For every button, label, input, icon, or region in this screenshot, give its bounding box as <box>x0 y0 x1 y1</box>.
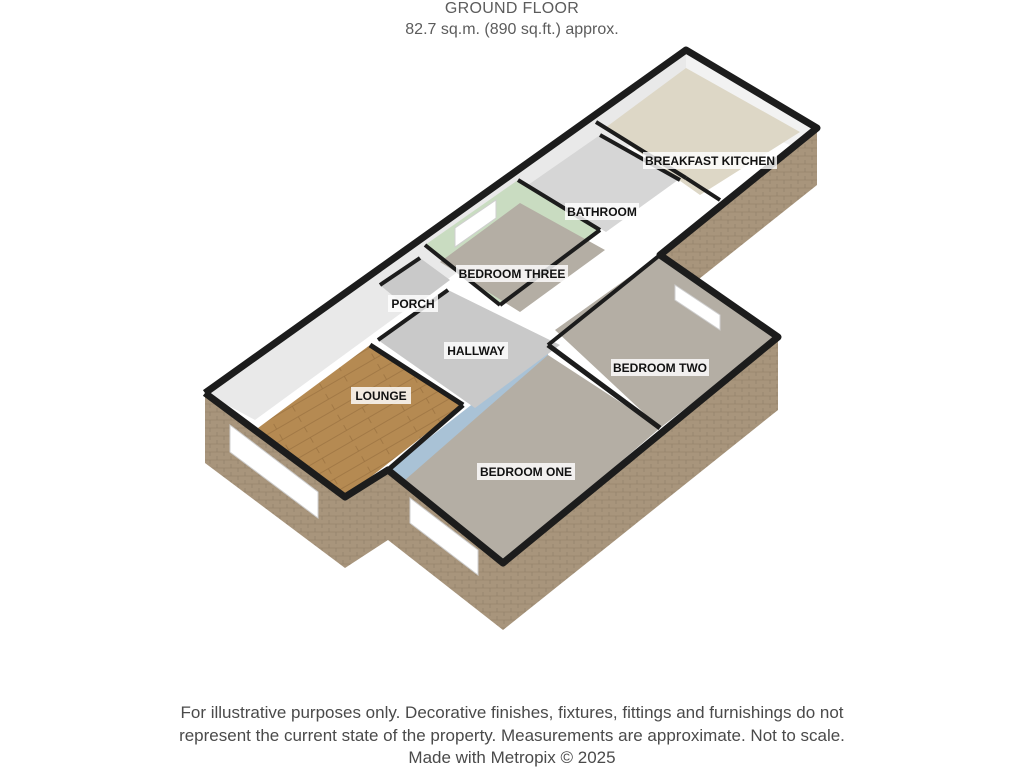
disclaimer-line-2: represent the current state of the property. Measurements are approximate. Not to scale. <box>179 726 845 745</box>
room-label-bedroom-two: BEDROOM TWO <box>613 361 707 375</box>
floor-title: GROUND FLOOR <box>444 0 580 17</box>
room-label-breakfast-kitchen: BREAKFAST KITCHEN <box>644 154 776 168</box>
room-label-bedroom-one: BEDROOM ONE <box>479 465 573 479</box>
floor-area: 82.7 sq.m. (890 sq.ft.) approx. <box>405 21 619 38</box>
room-label-bedroom-three: BEDROOM THREE <box>458 267 566 281</box>
credit-line: Made with Metropix © 2025 <box>408 748 616 767</box>
room-label-lounge: LOUNGE <box>355 389 407 403</box>
disclaimer-line-1: For illustrative purposes only. Decorative finishes, fixtures, fittings and furnishings do not <box>180 703 844 722</box>
room-label-hallway: HALLWAY <box>447 344 505 358</box>
room-label-bathroom: BATHROOM <box>567 205 637 219</box>
room-label-porch: PORCH <box>391 297 435 311</box>
